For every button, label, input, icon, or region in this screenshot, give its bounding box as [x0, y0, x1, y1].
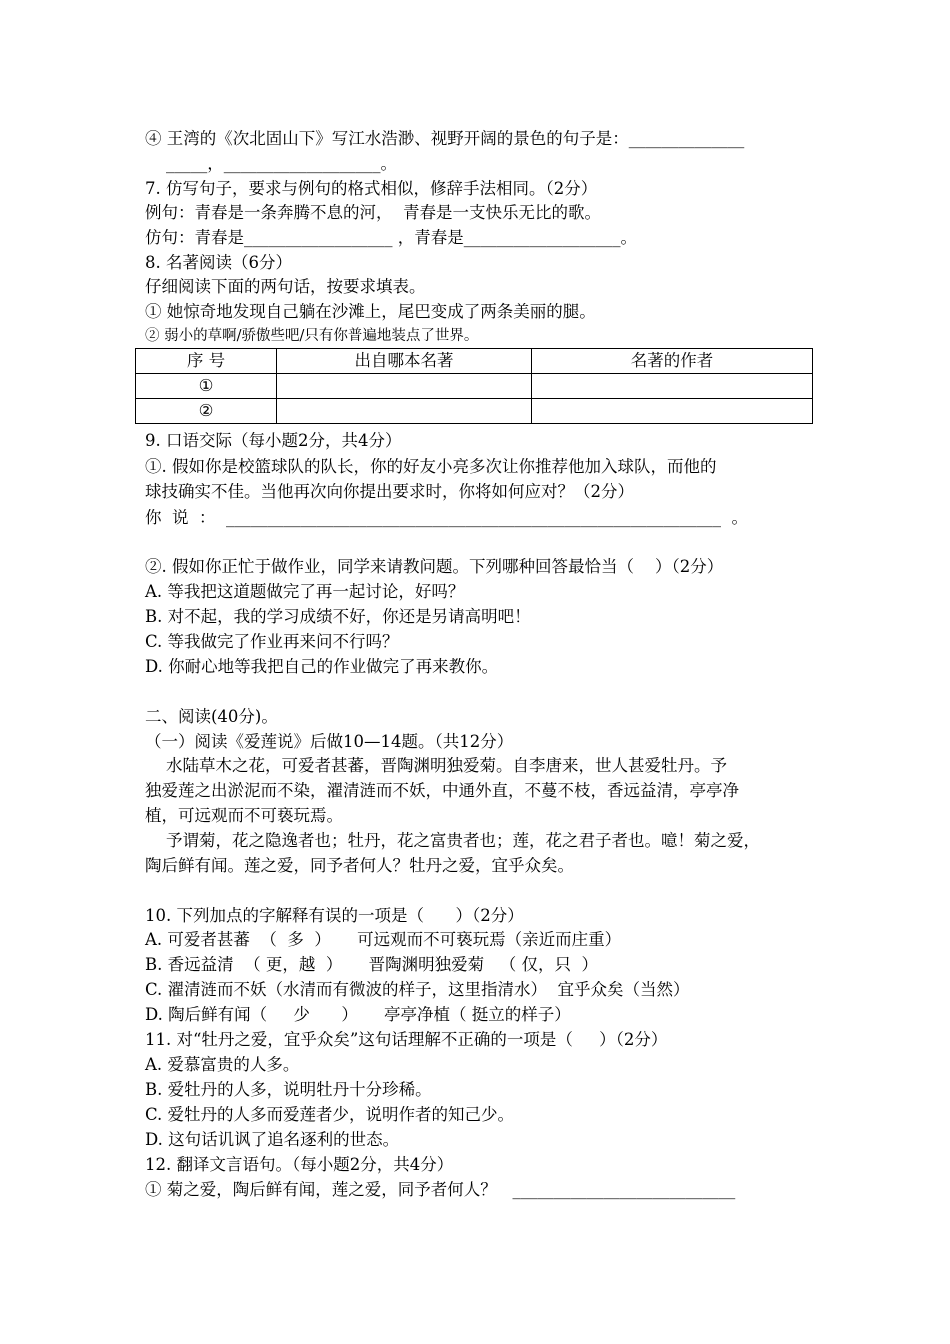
q10-option-a: A. 可爱者甚蕃 （ 多 ） 可远观而不可亵玩焉（亲近而庄重） [145, 930, 622, 949]
q7-title: 7. 仿写句子，要求与例句的格式相似，修辞手法相同。（2分） [145, 179, 598, 198]
q9-answer-line: 你 说 ： ____________________________________________________________ 。 [145, 508, 748, 527]
q7-imitate: 仿句：青春是__________________ ，青春是___________________。 [145, 228, 637, 247]
q11-option-c: C. 爱牡丹的人多而爱莲者少，说明作者的知己少。 [145, 1105, 515, 1124]
table-row-2-number: ② [136, 399, 277, 424]
q6-item4-line1: ④ 王湾的《次北固山下》写江水浩渺、视野开阔的景色的句子是：______________ [145, 129, 745, 148]
passage-p1-line1: 水陆草木之花，可爱者甚蕃，晋陶渊明独爱菊。自李唐来，世人甚爱牡丹。予 [145, 756, 727, 775]
q8-sentence-2: ② 弱小的草啊/骄傲些吧/只有你普遍地装点了世界。 [145, 328, 479, 344]
q9-title: 9. 口语交际（每小题2分，共4分） [145, 431, 402, 450]
q10-title: 10. 下列加点的字解释有误的一项是（ ）（2分） [145, 906, 524, 925]
q9-option-a: A. 等我把这道题做完了再一起讨论，好吗？ [145, 582, 465, 601]
q9-option-c: C. 等我做完了作业再来问不行吗？ [145, 632, 399, 651]
q8-instruction: 仔细阅读下面的两句话，按要求填表。 [145, 277, 426, 296]
table-row-2-book-cell[interactable] [277, 399, 532, 424]
table-row-1-book-cell[interactable] [277, 374, 532, 399]
table-row-1-author-cell[interactable] [532, 374, 813, 399]
q6-item4-line2: _____，___________________。 [145, 154, 397, 173]
q10-option-d: D. 陶后鲜有闻（ 少 ） 亭亭净植（ 挺立的样子） [145, 1005, 571, 1024]
passage-p2-line1: 予谓菊，花之隐逸者也；牡丹，花之富贵者也；莲，花之君子者也。噫！菊之爱， [145, 831, 760, 850]
q11-option-d: D. 这句话讥讽了追名逐利的世态。 [145, 1130, 400, 1149]
section-2-title: 二、阅读(40分)。 [145, 707, 278, 726]
q7-example: 例句：青春是一条奔腾不息的河， 青春是一支快乐无比的歌。 [145, 203, 601, 222]
q8-answer-table [135, 348, 813, 424]
section-2-subtitle: （一）阅读《爱莲说》后做10—14题。（共12分） [145, 732, 514, 751]
q12-item1: ① 菊之爱，陶后鲜有闻，莲之爱，同予者何人？ ___________________________ [145, 1180, 736, 1199]
table-header-book: 出自哪本名著 [277, 349, 532, 374]
q9-item2: ②. 假如你正忙于做作业，同学来请教问题。下列哪种回答最恰当（ ）（2分） [145, 557, 724, 576]
passage-p1-line3: 植，可远观而不可亵玩焉。 [145, 806, 343, 825]
q12-title: 12. 翻译文言语句。（每小题2分，共4分） [145, 1155, 454, 1174]
q8-sentence-1: ① 她惊奇地发现自己躺在沙滩上，尾巴变成了两条美丽的腿。 [145, 302, 596, 321]
q9-item1-line2: 球技确实不佳。当他再次向你提出要求时，你将如何应对？（2分） [145, 482, 634, 501]
passage-p2-line2: 陶后鲜有闻。莲之爱，同予者何人？牡丹之爱，宜乎众矣。 [145, 856, 574, 875]
table-header-number: 序 号 [136, 349, 277, 374]
q9-option-d: D. 你耐心地等我把自己的作业做完了再来教你。 [145, 657, 499, 676]
q10-option-c: C. 濯清涟而不妖（水清而有微波的样子，这里指清水） 宜乎众矣（当然） [145, 980, 690, 999]
q11-option-a: A. 爱慕富贵的人多。 [145, 1055, 300, 1074]
table-header-author: 名著的作者 [532, 349, 813, 374]
table-row-2-author-cell[interactable] [532, 399, 813, 424]
q11-option-b: B. 爱牡丹的人多，说明牡丹十分珍稀。 [145, 1080, 432, 1099]
q10-option-b: B. 香远益清 （ 更，越 ） 晋陶渊明独爱菊 （ 仅，只 ） [145, 955, 599, 974]
q9-option-b: B. 对不起，我的学习成绩不好，你还是另请高明吧！ [145, 607, 531, 626]
passage-p1-line2: 独爱莲之出淤泥而不染，濯清涟而不妖，中通外直，不蔓不枝，香远益清，亭亭净 [145, 781, 739, 800]
table-row-1-number: ① [136, 374, 277, 399]
q9-item1-line1: ①. 假如你是校篮球队的队长，你的好友小亮多次让你推荐他加入球队，而他的 [145, 457, 717, 476]
q8-title: 8. 名著阅读（6分） [145, 253, 292, 272]
q11-title: 11. 对“牡丹之爱，宜乎众矣”这句话理解不正确的一项是（ ）（2分） [145, 1030, 668, 1049]
